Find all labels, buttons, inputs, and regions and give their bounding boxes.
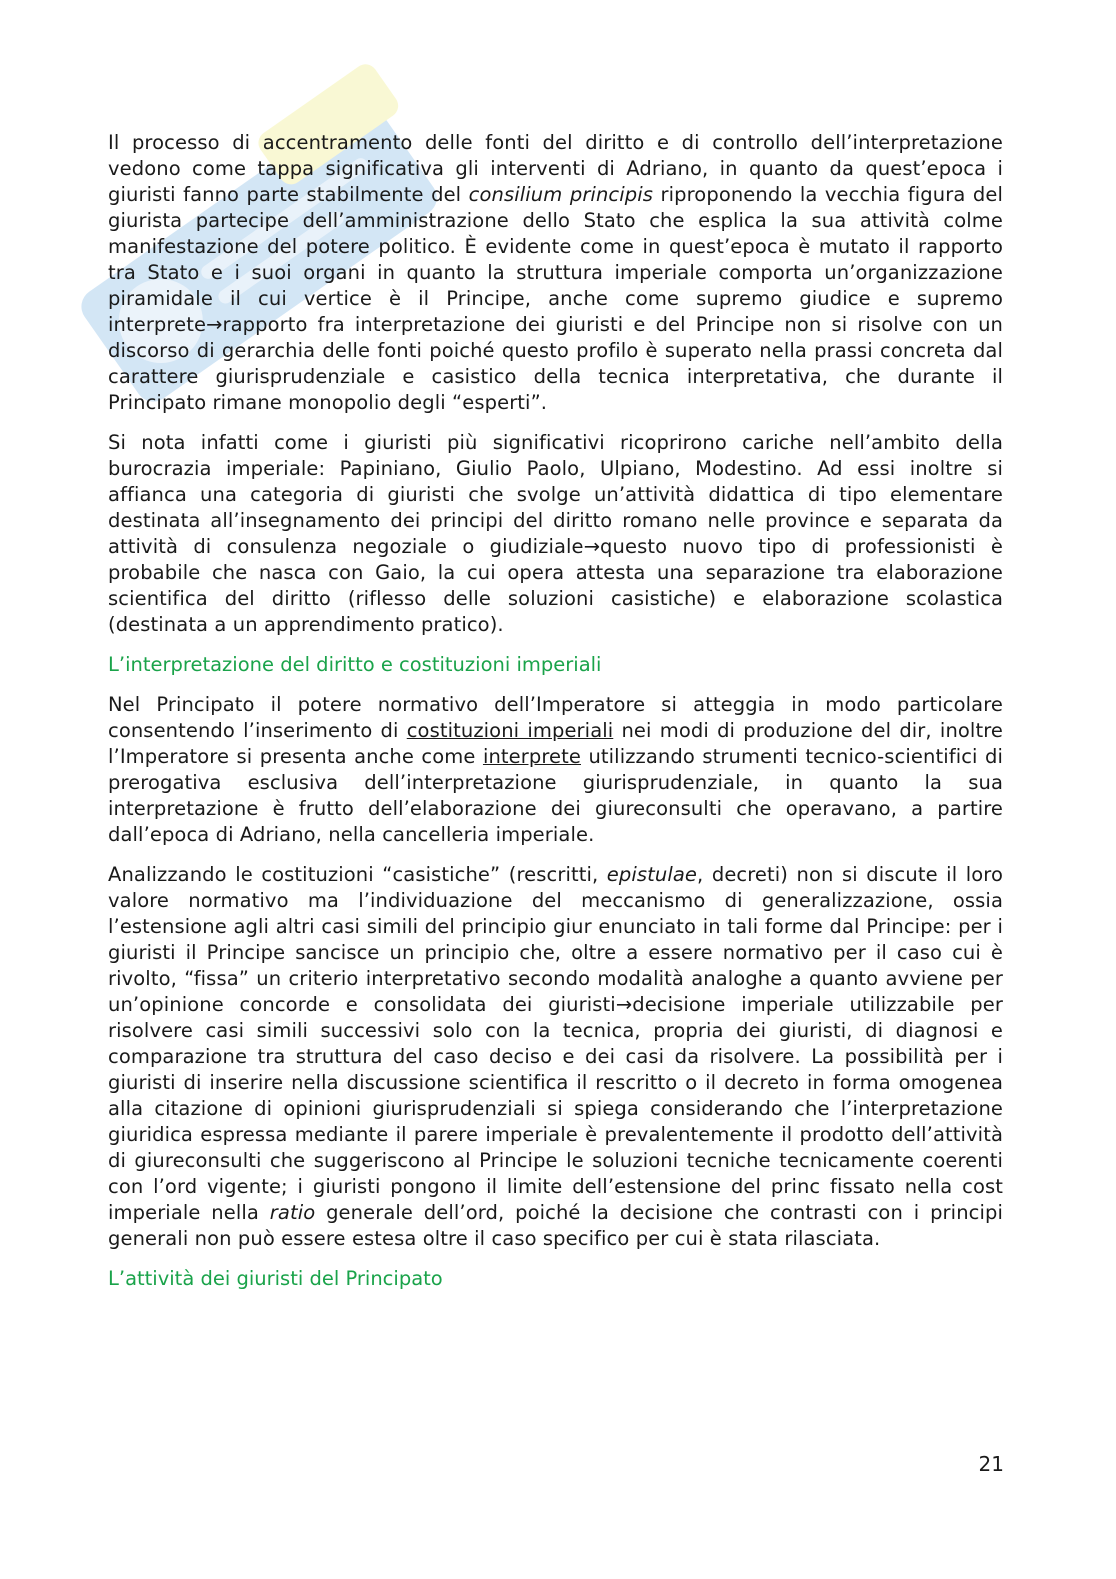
page-number: 21 — [978, 1452, 1004, 1476]
paragraph-4-italic-ratio: ratio — [269, 1201, 316, 1224]
document-page — [108, 130, 1003, 1306]
paragraph-3-part-e: utilizzando strumenti tecnico-scientifici di prerogativa esclusiva dell’interpretazione giurisprudenziale, in quanto la sua interpretazione è frutto dell’elaborazione dei giureconsulti che operavano, a partire dall’epoca di Adriano, nella cancelleria imperiale. — [108, 745, 1003, 846]
paragraph-4-italic-epistulae: epistulae — [606, 863, 698, 886]
paragraph-3-underlined-interprete: interprete — [482, 745, 581, 768]
section-heading-interpretazione: L’interpretazione del diritto e costituzioni imperiali — [108, 653, 602, 676]
section-heading-attivita-giuristi: L’attività dei giuristi del Principato — [108, 1267, 443, 1290]
paragraph-1 — [108, 130, 1003, 416]
paragraph-1-part-c: riproponendo la vecchia figura del giurista partecipe dell’amministrazione dello Stato che esplica la sua attività colme manifestazione del potere politico. È evidente come in quest’epoca è mutato il rapporto tra Stato e i suoi organi in quanto la struttura imperiale comporta un’organizzazione piramidale il cui vertice è il Principe, anche come supremo giudice e supremo interprete→rapporto fra interpretazione dei giuristi e del Principe non si risolve con un discorso di gerarchia delle fonti poiché questo profilo è superato nella prassi concreta dal carattere giurisprudenziale e casistico della tecnica interpretativa, che durante il Principato rimane monopolio degli “esperti”. — [108, 183, 1003, 414]
paragraph-3-underlined-costituzioni: costituzioni imperiali — [406, 719, 614, 742]
paragraph-3 — [108, 692, 1003, 848]
paragraph-3-part-a: Nel Principato il potere normativo dell’Imperatore si atteggia in modo particolare consentendo l’inserimento di — [108, 693, 1003, 742]
paragraph-1-italic-term: consilium principis — [468, 183, 654, 206]
paragraph-4 — [108, 862, 1003, 1252]
paragraph-2 — [108, 430, 1003, 638]
paragraph-3-part-c: nei modi di produzione del dir, inoltre l’Imperatore si presenta anche come — [108, 719, 1003, 768]
paragraph-4-part-e: generale dell’ord, poiché la decisione che contrasti con i principi generali non può essere estesa oltre il caso specifico per cui è stata rilasciata. — [108, 1201, 1003, 1250]
paragraph-4-part-a: Analizzando le costituzioni “casistiche” (rescritti, — [108, 863, 607, 886]
paragraph-4-part-c: , decreti) non si discute il loro valore normativo ma l’individuazione del meccanismo di generalizzazione, ossia l’estensione agli altri casi simili del principio giur enunciato in tali forme dal Principe: per i giuristi il Principe sancisce un principio che, oltre a essere normativo per il caso cui è rivolto, “fissa” un criterio interpretativo secondo modalità analoghe a quanto avviene per un’opinione concorde e consolidata dei giuristi→decisione imperiale utilizzabile per risolvere casi simili successivi solo con la tecnica, propria dei giuristi, di diagnosi e comparazione tra struttura del caso deciso e dei casi da risolvere. La possibilità per i giuristi di inserire nella discussione scientifica il rescritto o il decreto in forma omogenea alla citazione di opinioni giurisprudenziali si spiega considerando che l’interpretazione giuridica espressa mediante il parere imperiale è prevalentemente il prodotto dell’attività di giureconsulti che suggeriscono al Principe le soluzioni tecniche tecnicamente coerenti con l’ord vigente; i giuristi pongono il limite dell’estensione del princ fissato nella cost imperiale nella — [108, 863, 1004, 1224]
paragraph-2-text: Si nota infatti come i giuristi più significativi ricoprirono cariche nell’ambito della burocrazia imperiale: Papiniano, Giulio Paolo, Ulpiano, Modestino. Ad essi inoltre si affianca una categoria di giuristi che svolge un’attività didattica di tipo elementare destinata all’insegnamento dei principi del diritto romano nelle province e separata da attività di consulenza negoziale o giudiziale→questo nuovo tipo di professionisti è probabile che nasca con Gaio, la cui opera attesta una separazione tra elaborazione scientifica del diritto (riflesso delle soluzioni casistiche) e elaborazione scolastica (destinata a un apprendimento pratico). — [108, 431, 1003, 636]
paragraph-1-part-a: Il processo di accentramento delle fonti del diritto e di controllo dell’interpretazione vedono come tappa significativa gli interventi di Adriano, in quanto da quest’epoca i giuristi fanno parte stabilmente del — [108, 131, 1003, 206]
